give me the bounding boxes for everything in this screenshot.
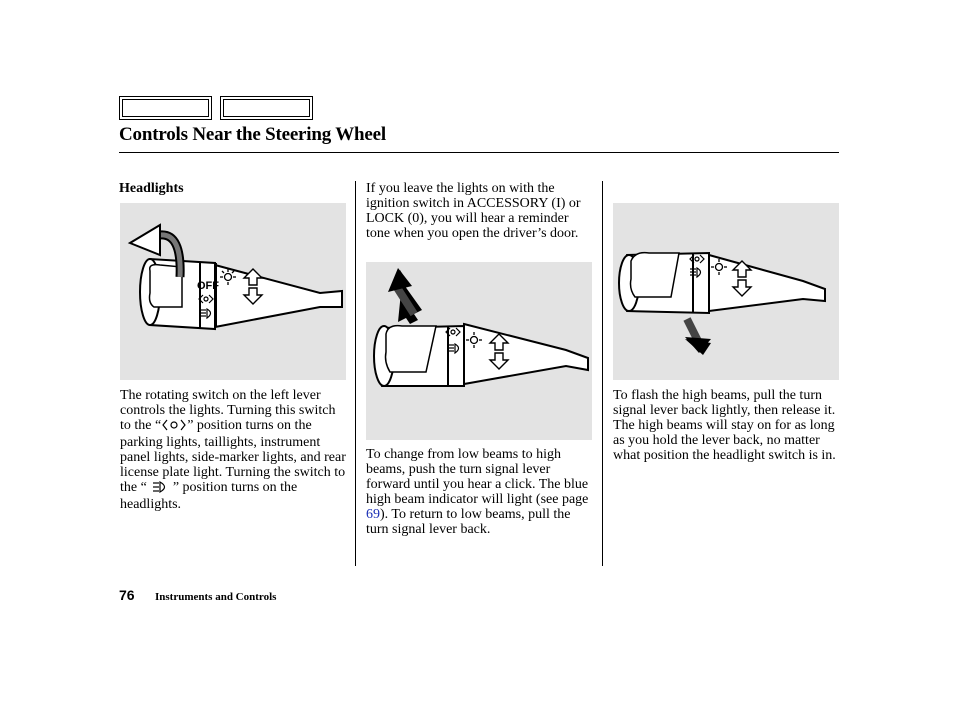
page-69-link[interactable]: 69 xyxy=(366,507,380,522)
column-divider-2 xyxy=(602,181,603,566)
parking-light-inline-icon xyxy=(161,419,187,435)
pull-back-arrow-icon xyxy=(685,319,711,355)
lever-pull-back-figure xyxy=(613,203,839,380)
rotate-arrow-icon xyxy=(130,225,160,255)
page-number: 76 xyxy=(119,587,135,603)
header-tab-box-left xyxy=(119,96,212,120)
headlight-inline-icon xyxy=(147,481,173,497)
lever-push-forward-figure xyxy=(366,262,592,440)
lever-rotate-figure xyxy=(120,203,346,380)
column2-paragraph-1: If you leave the lights on with the ignition switch in ACCESSORY (I) or LOCK (0), you will hear a reminder tone when you open the driver’s door. xyxy=(366,181,581,241)
column1-paragraph: The rotating switch on the left lever controls the lights. Turning this switch to the “ ” position turns on the parking lights, taillights, instrument panel lights, side-marker lights, and rear license plate light. Turning the switch to the “ ” position turns on the headlights. xyxy=(120,388,346,512)
page-title: Controls Near the Steering Wheel xyxy=(119,124,386,145)
push-forward-arrow-icon xyxy=(388,268,422,324)
footer-section-name: Instruments and Controls xyxy=(155,591,277,603)
section-heading: Headlights xyxy=(119,181,184,196)
title-divider xyxy=(119,152,839,153)
column-divider-1 xyxy=(355,181,356,566)
off-label: OFF xyxy=(197,280,219,292)
column2-paragraph-2: To change from low beams to high beams, push the turn signal lever forward until you hear a click. The blue high beam indicator will light (see page 69). To return to low beams, pull the turn signal lever back. xyxy=(366,447,589,537)
column3-paragraph: To flash the high beams, pull the turn signal lever back lightly, then release it. The high beams will stay on for as long as you hold the lever back, no matter what position the headlight switch is in. xyxy=(613,388,836,463)
header-tab-box-right xyxy=(220,96,313,120)
